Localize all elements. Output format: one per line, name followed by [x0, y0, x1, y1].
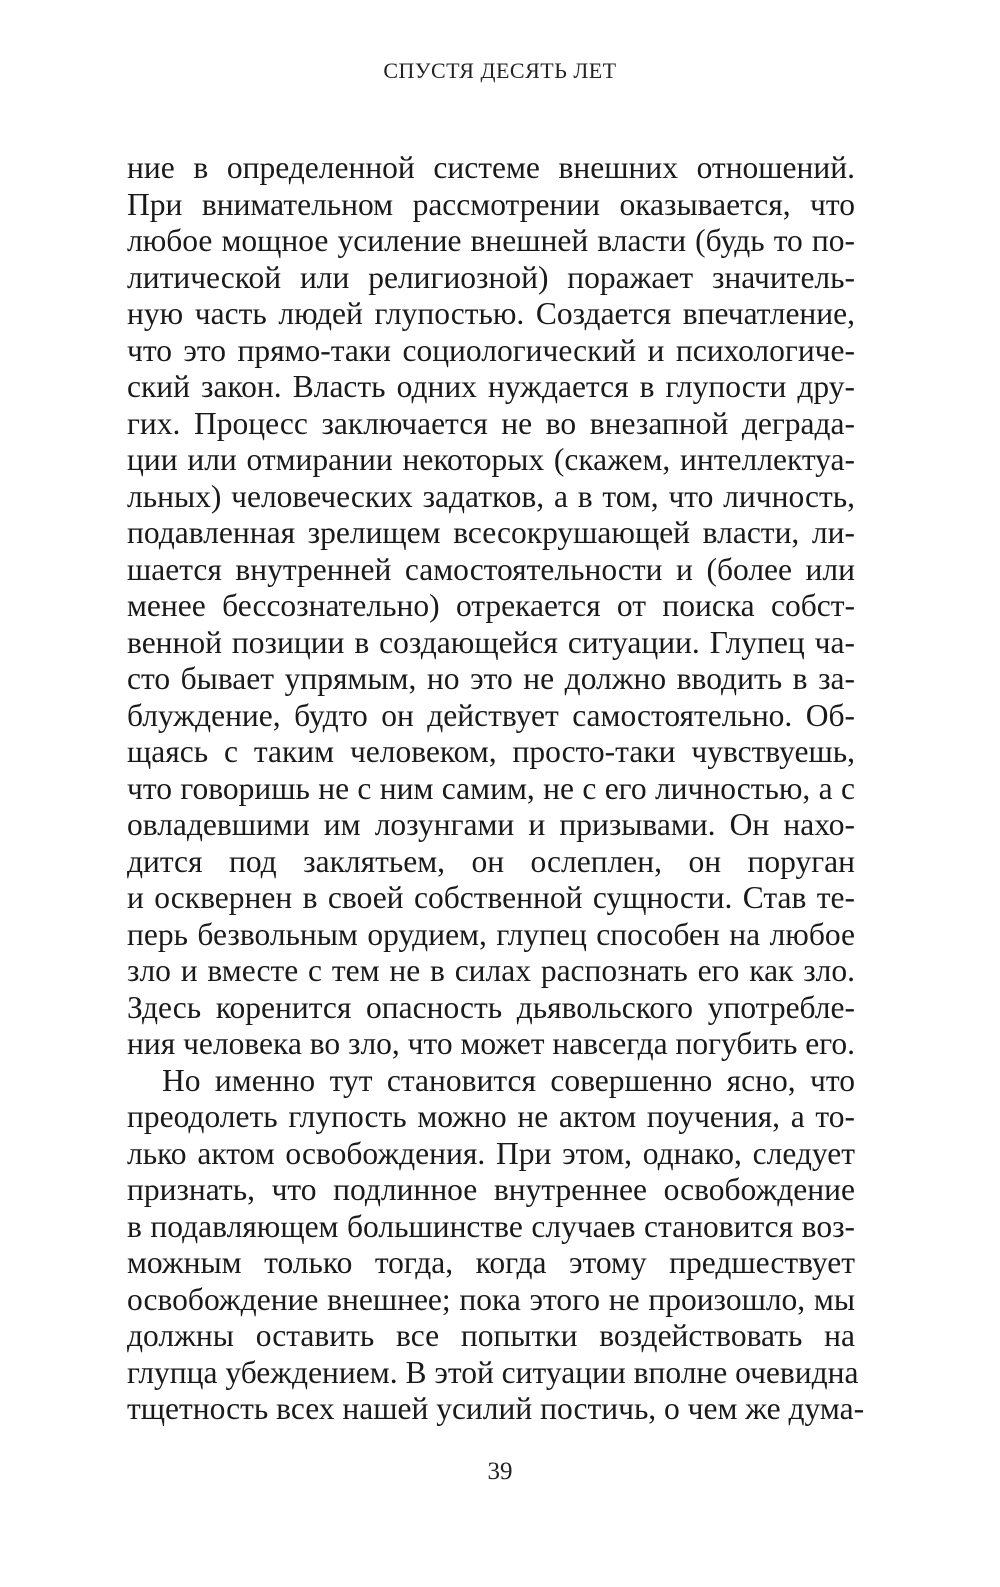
paragraph-2: [127, 1062, 865, 1428]
page-number: 39: [487, 1458, 513, 1485]
text-line: что это прямо-таки социологический и психологиче-: [127, 332, 855, 368]
text-line: менее бессознательно) отрекается от поиска собст-: [127, 588, 855, 623]
paragraph-1: [127, 150, 855, 1063]
text-line: зло и вместе с тем не в силах распознать его как зло.: [127, 953, 855, 988]
text-line: лько актом освобождения. При этом, однако, следует: [127, 1135, 855, 1171]
text-line: ции или отмирании некоторых (скажем, интеллектуа-: [127, 442, 855, 477]
text-line: ния человека во зло, что может навсегда погубить его.: [127, 1026, 855, 1061]
text-line: дится под заклятьем, он ослеплен, он поруган: [127, 843, 855, 879]
text-line: любое мощное усиление внешней власти (будь то по-: [127, 223, 855, 258]
text-line: признать, что подлинное внутреннее освобождение: [127, 1172, 855, 1207]
text-line: должны оставить все попытки воздействовать на: [127, 1318, 855, 1353]
body-text: [127, 150, 865, 1428]
text-line: освобождение внешнее; пока этого не произошло, мы: [127, 1281, 855, 1317]
text-line: щаясь с таким человеком, просто-таки чувствуешь,: [127, 734, 855, 769]
text-line: ский закон. Власть одних нуждается в глупости дру-: [127, 369, 855, 404]
text-line: шается внутренней самостоятельности и (более или: [127, 551, 855, 587]
text-line: льных) человеческих задатков, а в том, что личность,: [127, 478, 855, 514]
text-line: перь безвольным орудием, глупец способен на любое: [127, 916, 855, 952]
text-line: сто бывает упрямым, но это не должно вводить в за-: [127, 661, 855, 696]
text-line: Здесь коренится опасность дьявольского употребле-: [127, 989, 855, 1025]
text-line: венной позиции в создающейся ситуации. Глупец ча-: [127, 624, 855, 660]
text-line: ную часть людей глупостью. Создается впечатление,: [127, 296, 855, 331]
text-line: гих. Процесс заключается не во внезапной деграда-: [127, 405, 855, 441]
text-line: тщетность всех нашей усилий постичь, о чем же дума-: [127, 1391, 865, 1426]
text-line: При внимательном рассмотрении оказывается, что: [127, 186, 855, 222]
text-line: подавленная зрелищем всесокрушающей власти, ли-: [127, 515, 855, 550]
text-line: литической или религиозной) поражает значитель-: [127, 259, 855, 295]
text-line: что говоришь не с ним самим, не с его личностью, а с: [127, 770, 855, 806]
text-line: преодолеть глупость можно не актом поучения, а то-: [127, 1099, 855, 1134]
text-line: глупца убеждением. В этой ситуации вполне очевидна: [127, 1354, 859, 1390]
text-line: и осквернен в своей собственной сущности. Став те-: [127, 880, 855, 915]
text-line: ние в определенной системе внешних отношений.: [127, 150, 855, 185]
text-line: Но именно тут становится совершенно ясно, что: [162, 1062, 855, 1098]
text-line: в подавляющем большинстве случаев становится воз-: [127, 1208, 855, 1244]
running-header: СПУСТЯ ДЕСЯТЬ ЛЕТ: [383, 58, 617, 83]
text-line: можным только тогда, когда этому предшествует: [127, 1245, 855, 1280]
text-line: овладевшими им лозунгами и призывами. Он нахо-: [127, 807, 855, 842]
text-line: блуждение, будто он действует самостоятельно. Об-: [127, 697, 855, 733]
